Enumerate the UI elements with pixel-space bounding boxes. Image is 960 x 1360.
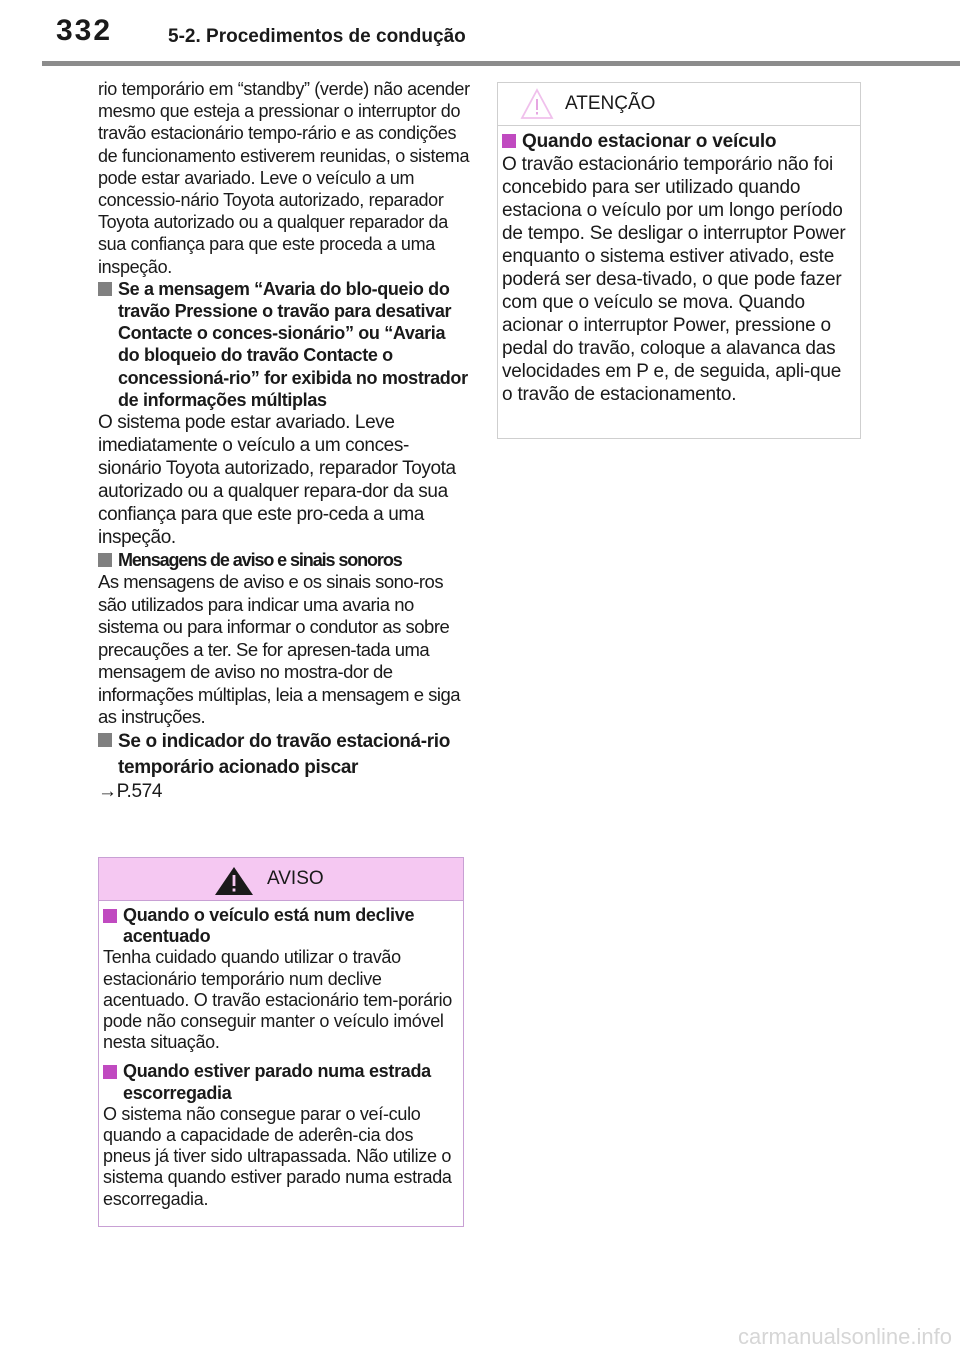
heading-steep-slope	[103, 905, 457, 947]
page-reference-link[interactable]: →P.574	[98, 780, 163, 802]
heading-text: Mensagens de aviso e sinais sonoros	[118, 550, 402, 571]
paragraph-parking-vehicle: O travão estacionário temporário não foi concebido para ser utilizado quando estaciona o veículo por um longo período de tempo. Se desligar o interruptor Power enquanto o sistema estiver ativado, este poderá ser desa-tivado, o que pode fazer com que o veículo se mova. Quando acionar o interruptor Power, pressione o pedal do travão, coloque a alavanca das velocidades em P e, de seguida, apli-que o travão de estacionamento.	[502, 154, 846, 405]
paragraph-slippery-road: O sistema não consegue parar o veí-culo quando a capacidade de aderên-cia dos pneus já tiver sido ultrapassada. Não utilize o sistema quando estiver parado numa estrada escorregadia.	[103, 1103, 452, 1209]
magenta-square-bullet-icon	[103, 1065, 117, 1079]
atencao-title: ATENÇÃO	[565, 93, 656, 114]
aviso-box	[98, 857, 464, 1227]
heading-slippery-road	[103, 1061, 457, 1103]
gray-square-bullet-icon	[98, 733, 112, 747]
atencao-box	[497, 82, 861, 439]
heading-parking-vehicle	[502, 130, 854, 153]
aviso-body	[103, 905, 457, 1210]
gray-square-bullet-icon	[98, 282, 112, 296]
heading-text: Quando estiver parado numa estrada escorregadia	[123, 1061, 431, 1103]
paragraph-brake-failure: O sistema pode estar avariado. Leve imediatamente o veículo a um conces-sionário Toyota autorizado, reparador Toyota autorizado ou a qualquer repara-dor da sua confiança para que este pro-ceda a uma inspeção.	[98, 412, 456, 549]
caution-triangle-icon	[520, 88, 554, 125]
magenta-square-bullet-icon	[103, 909, 117, 923]
atencao-header	[498, 83, 860, 126]
aviso-header	[99, 858, 463, 901]
heading-text: Quando o veículo está num declive acentuado	[123, 905, 415, 947]
intro-paragraph: rio temporário em “standby” (verde) não acender mesmo que esteja a pressionar o interruptor do travão estacionário tempo-rário e as condições de funcionamento estiverem reunidas, o sistema pode estar avariado. Leve o veículo a um concessio-nário Toyota autorizado, reparador Toyota autorizado ou a qualquer reparador da sua confiança para que este proceda a uma inspeção.	[98, 79, 470, 277]
gray-square-bullet-icon	[98, 553, 112, 567]
heading-text: Se a mensagem “Avaria do blo-queio do travão Pressione o travão para desativar Contacte o conces-sionário” ou “Avaria do bloqueio do travão Contacte o concessioná-rio” for exibida no mostrador de informações múltiplas	[118, 278, 468, 410]
page-number: 332	[56, 14, 113, 47]
header-rule	[42, 61, 960, 66]
atencao-body	[502, 130, 854, 406]
warning-triangle-icon	[213, 866, 255, 901]
section-title: 5-2. Procedimentos de condução	[168, 26, 466, 47]
aviso-title: AVISO	[267, 868, 324, 889]
watermark: carmanualsonline.info	[737, 1324, 952, 1349]
heading-brake-failure-message	[98, 278, 470, 411]
page-header	[0, 0, 960, 66]
heading-text: Se o indicador do travão estacioná-rio temporário acionado piscar	[118, 730, 450, 778]
heading-text: Quando estacionar o veículo	[522, 131, 777, 152]
heading-indicator-flashing	[98, 729, 470, 781]
heading-warning-messages	[98, 549, 470, 571]
magenta-square-bullet-icon	[502, 134, 516, 148]
paragraph-warning-messages: As mensagens de aviso e os sinais sono-ros são utilizados para indicar uma avaria no sistema ou para informar o condutor as sobre precauções a ter. Se for apresen-tada uma mensagem de aviso no mostra-dor de informações múltiplas, leia a mensagem e siga as instruções.	[98, 571, 461, 728]
paragraph-steep-slope: Tenha cuidado quando utilizar o travão estacionário temporário num declive acentuado. O travão estacionário tem-porário pode não conseguir manter o veículo imóvel nesta situação.	[103, 947, 452, 1053]
left-column	[98, 78, 470, 803]
